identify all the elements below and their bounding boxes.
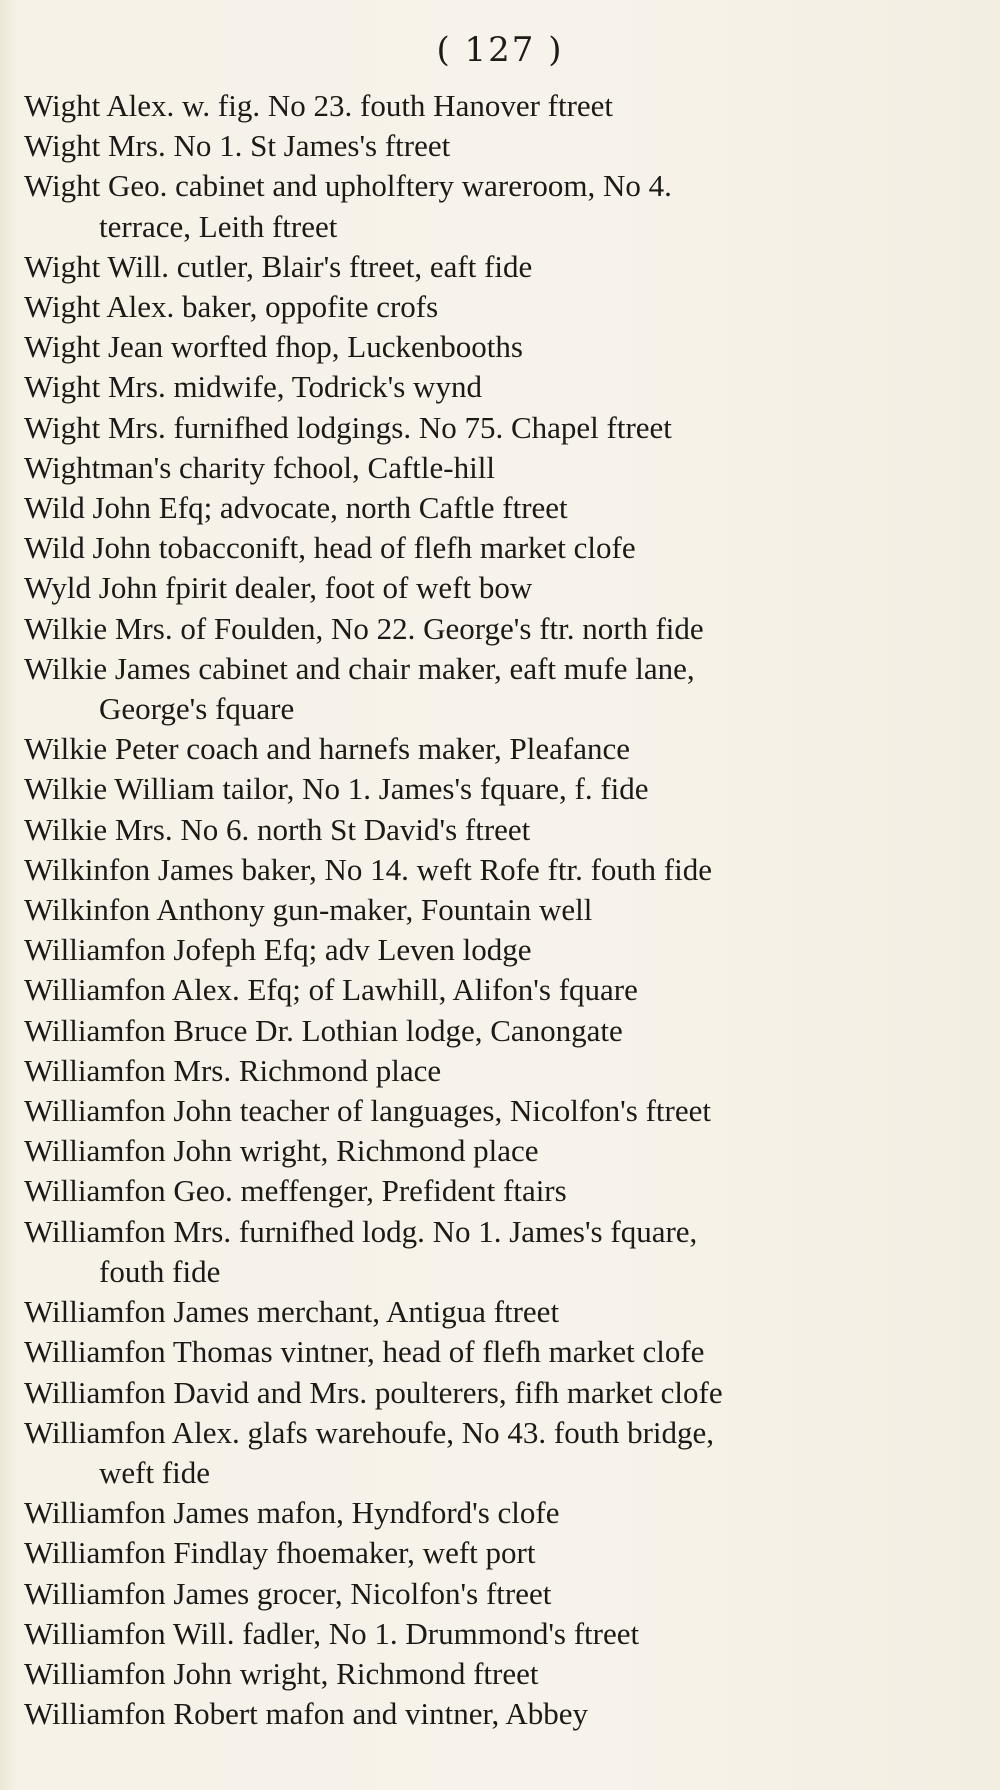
entry-line: Wight Alex. baker, oppofite crofs bbox=[24, 289, 439, 325]
directory-entry bbox=[24, 287, 984, 327]
entry-line: Williamfon Will. fadler, No 1. Drummond's ftreet bbox=[24, 1615, 640, 1651]
entry-line: Wight Mrs. No 1. St James's ftreet bbox=[24, 128, 451, 164]
entry-line: Williamfon Mrs. furnifhed lodg. No 1. James's fquare, bbox=[24, 1213, 698, 1249]
directory-entry bbox=[24, 1493, 984, 1533]
directory-entry bbox=[24, 126, 984, 166]
entry-line: Wild John Efq; advocate, north Caftle ftreet bbox=[24, 490, 568, 526]
directory-entry bbox=[24, 247, 984, 287]
entry-line: Williamfon James merchant, Antigua ftreet bbox=[24, 1294, 560, 1330]
directory-entry bbox=[24, 1574, 984, 1614]
directory-entry bbox=[24, 1694, 984, 1734]
entry-line: Wight Mrs. furnifhed lodgings. No 75. Chapel ftreet bbox=[24, 409, 672, 445]
entry-line: Wilkie William tailor, No 1. James's fquare, f. fide bbox=[24, 771, 649, 807]
entry-line: Wight Mrs. midwife, Todrick's wynd bbox=[24, 369, 482, 405]
directory-entry bbox=[24, 850, 984, 890]
directory-entry bbox=[24, 1332, 984, 1372]
entry-line: Wild John tobacconift, head of flefh market clofe bbox=[24, 530, 636, 566]
entry-line: Wightman's charity fchool, Caftle-hill bbox=[24, 449, 495, 485]
entry-line: Wilkie Peter coach and harnefs maker, Pleafance bbox=[24, 731, 631, 767]
directory-entry bbox=[24, 810, 984, 850]
entry-line: Wilkie Mrs. of Foulden, No 22. George's ftr. north fide bbox=[24, 610, 704, 646]
directory-entry bbox=[24, 327, 984, 367]
directory-entry bbox=[24, 568, 984, 608]
entry-line: Williamfon Bruce Dr. Lothian lodge, Canongate bbox=[24, 1012, 623, 1048]
directory-entry bbox=[24, 367, 984, 407]
entry-line: Williamfon James grocer, Nicolfon's ftreet bbox=[24, 1575, 552, 1611]
entry-line: Williamfon James mafon, Hyndford's clofe bbox=[24, 1495, 560, 1531]
directory-entry bbox=[24, 1091, 984, 1131]
entry-line: Wilkinfon James baker, No 14. weft Rofe ftr. fouth fide bbox=[24, 851, 712, 887]
directory-entry bbox=[24, 528, 984, 568]
directory-entry bbox=[24, 1051, 984, 1091]
entry-line: Williamfon Geo. meffenger, Prefident ftairs bbox=[24, 1173, 567, 1209]
entry-line: Williamfon Thomas vintner, head of flefh market clofe bbox=[24, 1334, 705, 1370]
entry-line: Wight Will. cutler, Blair's ftreet, eaft fide bbox=[24, 248, 533, 284]
entry-line: Williamfon Robert mafon and vintner, Abbey bbox=[24, 1696, 588, 1732]
entry-continuation-line: George's fquare bbox=[99, 691, 295, 727]
directory-entry bbox=[24, 1373, 984, 1413]
entry-line: Wilkie Mrs. No 6. north St David's ftreet bbox=[24, 811, 531, 847]
directory-entry bbox=[24, 649, 984, 729]
entry-continuation-line: fouth fide bbox=[99, 1253, 221, 1289]
entry-line: Williamfon John wright, Richmond place bbox=[24, 1133, 539, 1169]
directory-entry bbox=[24, 1011, 984, 1051]
directory-entry bbox=[24, 890, 984, 930]
directory-entry bbox=[24, 609, 984, 649]
directory-entry bbox=[24, 86, 984, 126]
entry-continuation-line: terrace, Leith ftreet bbox=[99, 208, 338, 244]
entry-line: Williamfon Mrs. Richmond place bbox=[24, 1052, 442, 1088]
directory-entry bbox=[24, 970, 984, 1010]
directory-entry bbox=[24, 488, 984, 528]
page-number: ( 127 ) bbox=[436, 30, 564, 70]
entry-line: Wilkinfon Anthony gun-maker, Fountain well bbox=[24, 892, 593, 928]
entry-line: Williamfon John teacher of languages, Nicolfon's ftreet bbox=[24, 1093, 711, 1129]
directory-entry bbox=[24, 166, 984, 246]
directory-entry bbox=[24, 448, 984, 488]
entry-line: Wight Jean worfted fhop, Luckenbooths bbox=[24, 329, 523, 365]
directory-entry bbox=[24, 769, 984, 809]
entry-line: Williamfon John wright, Richmond ftreet bbox=[24, 1655, 539, 1691]
entry-line: Williamfon Alex. glafs warehoufe, No 43. fouth bridge, bbox=[24, 1414, 715, 1450]
entry-line: Williamfon Alex. Efq; of Lawhill, Alifon's fquare bbox=[24, 972, 638, 1008]
directory-entry bbox=[24, 1171, 984, 1211]
directory-entry bbox=[24, 1614, 984, 1654]
entry-line: Williamfon Jofeph Efq; adv Leven lodge bbox=[24, 932, 532, 968]
directory-entry bbox=[24, 1413, 984, 1493]
entry-line: Williamfon Findlay fhoemaker, weft port bbox=[24, 1535, 536, 1571]
entry-line: Williamfon David and Mrs. poulterers, fifh market clofe bbox=[24, 1374, 723, 1410]
entry-line: Wight Alex. w. fig. No 23. fouth Hanover ftreet bbox=[24, 88, 614, 123]
directory-entry bbox=[24, 1131, 984, 1171]
directory-entry bbox=[24, 930, 984, 970]
directory-entry bbox=[24, 729, 984, 769]
directory-entry bbox=[24, 1292, 984, 1332]
directory-entry bbox=[24, 1533, 984, 1573]
entry-line: Wyld John fpirit dealer, foot of weft bow bbox=[24, 570, 533, 606]
entry-line: Wilkie James cabinet and chair maker, eaft mufe lane, bbox=[24, 650, 695, 686]
directory-entry bbox=[24, 1212, 984, 1292]
directory-entry bbox=[24, 1654, 984, 1694]
entry-continuation-line: weft fide bbox=[99, 1454, 211, 1490]
directory-entry bbox=[24, 408, 984, 448]
entry-line: Wight Geo. cabinet and upholftery wareroom, No 4. bbox=[24, 168, 672, 204]
directory-entries bbox=[24, 86, 984, 1734]
